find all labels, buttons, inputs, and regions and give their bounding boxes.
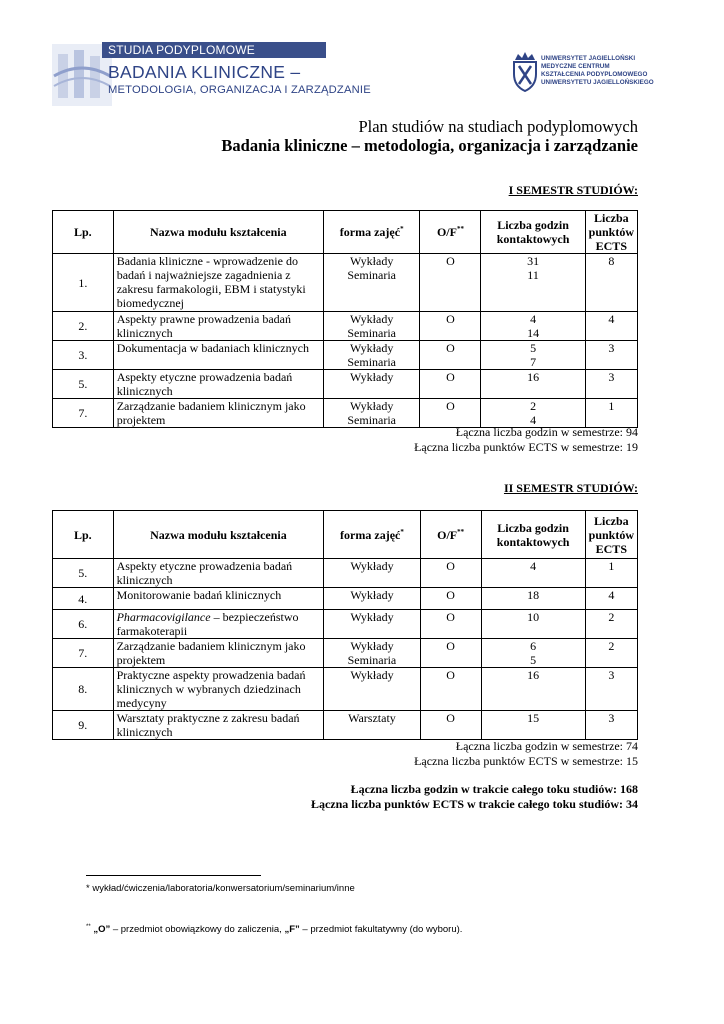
column-form: forma zajęć* bbox=[324, 511, 420, 559]
row-ects: 3 bbox=[585, 341, 637, 370]
row-hours: 18 bbox=[481, 588, 585, 610]
column-lp: Lp. bbox=[53, 211, 114, 254]
row-form: Wykłady bbox=[324, 610, 420, 639]
row-ects: 1 bbox=[585, 399, 637, 428]
row-module-name: Aspekty etyczne prowadzenia badań klinicznych bbox=[113, 559, 324, 588]
column-module: Nazwa modułu kształcenia bbox=[113, 211, 323, 254]
row-of: O bbox=[420, 312, 481, 341]
row-module-name: Dokumentacja w badaniach klinicznych bbox=[113, 341, 323, 370]
row-ects: 3 bbox=[585, 668, 637, 711]
semester1-table bbox=[52, 210, 638, 428]
row-form: Wykłady bbox=[323, 370, 420, 399]
row-form: Wykłady Seminaria bbox=[323, 399, 420, 428]
university-crest-icon bbox=[511, 50, 539, 92]
table-row bbox=[53, 254, 638, 312]
row-hours: 15 bbox=[481, 711, 585, 740]
semester2-total-ects: Łączna liczba punktów ECTS w semestrze: 15 bbox=[414, 754, 638, 768]
table-row bbox=[53, 341, 638, 370]
row-of: O bbox=[420, 639, 481, 668]
row-form: Warsztaty bbox=[324, 711, 420, 740]
row-ects: 2 bbox=[585, 639, 637, 668]
row-lp: 8. bbox=[53, 668, 114, 711]
row-form: Wykłady bbox=[324, 668, 420, 711]
banner-title: BADANIA KLINICZNE – bbox=[108, 62, 301, 82]
row-of: O bbox=[420, 711, 481, 740]
footnote-form: * wykład/ćwiczenia/laboratoria/konwersatorium/seminarium/inne bbox=[86, 883, 355, 894]
table-row bbox=[53, 370, 638, 399]
row-hours: 16 bbox=[481, 370, 585, 399]
row-hours: 4 bbox=[481, 559, 585, 588]
row-module-name: Aspekty prawne prowadzenia badań klinicznych bbox=[113, 312, 323, 341]
row-ects: 1 bbox=[585, 559, 637, 588]
row-form: Wykłady Seminaria bbox=[323, 254, 420, 312]
row-ects: 3 bbox=[585, 711, 637, 740]
row-lp: 5. bbox=[53, 559, 114, 588]
page-subtitle: Badania kliniczne – metodologia, organizacja i zarządzanie bbox=[221, 136, 638, 155]
row-ects: 4 bbox=[585, 312, 637, 341]
column-module: Nazwa modułu kształcenia bbox=[113, 511, 324, 559]
row-hours: 31 11 bbox=[481, 254, 585, 312]
table-row bbox=[53, 711, 638, 740]
row-lp: 7. bbox=[53, 399, 114, 428]
row-module-name: Pharmacovigilance – bezpieczeństwo farmakoterapii bbox=[113, 610, 324, 639]
row-module-name: Zarządzanie badaniem klinicznym jako projektem bbox=[113, 399, 323, 428]
row-hours: 6 5 bbox=[481, 639, 585, 668]
row-module-name: Badania kliniczne - wprowadzenie do badań i najważniejsze zagadnienia z zakresu farmakologii, EBM i statystyki biomedycznej bbox=[113, 254, 323, 312]
row-form: Wykłady Seminaria bbox=[323, 341, 420, 370]
row-of: O bbox=[420, 370, 481, 399]
column-of: O/F** bbox=[420, 511, 481, 559]
table-row bbox=[53, 610, 638, 639]
program-banner bbox=[52, 40, 382, 106]
footnote-of: ** „O” – przedmiot obowiązkowy do zaliczenia, „F” – przedmiot fakultatywny (do wyboru). bbox=[86, 923, 463, 935]
row-lp: 2. bbox=[53, 312, 114, 341]
semester2-total-hours: Łączna liczba godzin w semestrze: 74 bbox=[455, 739, 638, 753]
footnote-divider bbox=[86, 875, 261, 876]
column-ects: Liczba punktów ECTS bbox=[585, 211, 637, 254]
table-row bbox=[53, 668, 638, 711]
row-hours: 2 4 bbox=[481, 399, 585, 428]
row-module-name: Zarządzanie badaniem klinicznym jako projektem bbox=[113, 639, 324, 668]
row-lp: 1. bbox=[53, 254, 114, 312]
row-ects: 3 bbox=[585, 370, 637, 399]
row-module-name: Warsztaty praktyczne z zakresu badań klinicznych bbox=[113, 711, 324, 740]
row-hours: 16 bbox=[481, 668, 585, 711]
grand-totals bbox=[311, 782, 638, 812]
semester1-total-ects: Łączna liczba punktów ECTS w semestrze: 19 bbox=[414, 440, 638, 454]
row-ects: 2 bbox=[585, 610, 637, 639]
row-of: O bbox=[420, 559, 481, 588]
row-of: O bbox=[420, 668, 481, 711]
column-of: O/F** bbox=[420, 211, 481, 254]
row-ects: 8 bbox=[585, 254, 637, 312]
row-lp: 6. bbox=[53, 610, 114, 639]
row-of: O bbox=[420, 399, 481, 428]
row-ects: 4 bbox=[585, 588, 637, 610]
semester1-heading: I SEMESTR STUDIÓW: bbox=[508, 183, 638, 197]
row-lp: 4. bbox=[53, 588, 114, 610]
semester1-totals bbox=[414, 425, 638, 455]
row-hours: 5 7 bbox=[481, 341, 585, 370]
row-form: Wykłady bbox=[324, 588, 420, 610]
grand-total-ects: Łączna liczba punktów ECTS w trakcie całego toku studiów: 34 bbox=[310, 797, 638, 811]
column-form: forma zajęć* bbox=[323, 211, 420, 254]
row-module-name: Praktyczne aspekty prowadzenia badań klinicznych w wybranych dziedzinach medycyny bbox=[113, 668, 324, 711]
banner-subtitle: METODOLOGIA, ORGANIZACJA I ZARZĄDZANIE bbox=[108, 84, 371, 96]
semester2-totals bbox=[414, 739, 638, 769]
page-title: Plan studiów na studiach podyplomowych bbox=[358, 117, 638, 136]
row-lp: 9. bbox=[53, 711, 114, 740]
row-form: Wykłady Seminaria bbox=[324, 639, 420, 668]
semester1-total-hours: Łączna liczba godzin w semestrze: 94 bbox=[455, 425, 638, 439]
row-of: O bbox=[420, 588, 481, 610]
row-module-name: Monitorowanie badań klinicznych bbox=[113, 588, 324, 610]
table-row bbox=[53, 312, 638, 341]
grand-total-hours: Łączna liczba godzin w trakcie całego toku studiów: 168 bbox=[350, 782, 638, 796]
column-hours: Liczba godzin kontaktowych bbox=[481, 211, 585, 254]
table-row bbox=[53, 559, 638, 588]
semester2-table bbox=[52, 510, 638, 740]
semester2-heading: II SEMESTR STUDIÓW: bbox=[503, 481, 638, 495]
column-hours: Liczba godzin kontaktowych bbox=[481, 511, 585, 559]
column-lp: Lp. bbox=[53, 511, 114, 559]
table-row bbox=[53, 588, 638, 610]
row-of: O bbox=[420, 341, 481, 370]
table-row bbox=[53, 399, 638, 428]
row-lp: 3. bbox=[53, 341, 114, 370]
row-of: O bbox=[420, 610, 481, 639]
table-row bbox=[53, 639, 638, 668]
banner-tag: STUDIA PODYPLOMOWE bbox=[102, 42, 326, 58]
row-module-name: Aspekty etyczne prowadzenia badań klinicznych bbox=[113, 370, 323, 399]
row-lp: 7. bbox=[53, 639, 114, 668]
row-hours: 4 14 bbox=[481, 312, 585, 341]
column-ects: Liczba punktów ECTS bbox=[585, 511, 637, 559]
institution-name: UNIWERSYTET JAGIELLOŃSKI MEDYCZNE CENTRUM KSZTAŁCENIA PODYPLOMOWEGO UNIWERSYTETU JAGIELLOŃSKIEGO bbox=[541, 55, 654, 86]
row-hours: 10 bbox=[481, 610, 585, 639]
row-form: Wykłady Seminaria bbox=[323, 312, 420, 341]
row-lp: 5. bbox=[53, 370, 114, 399]
row-of: O bbox=[420, 254, 481, 312]
row-form: Wykłady bbox=[324, 559, 420, 588]
